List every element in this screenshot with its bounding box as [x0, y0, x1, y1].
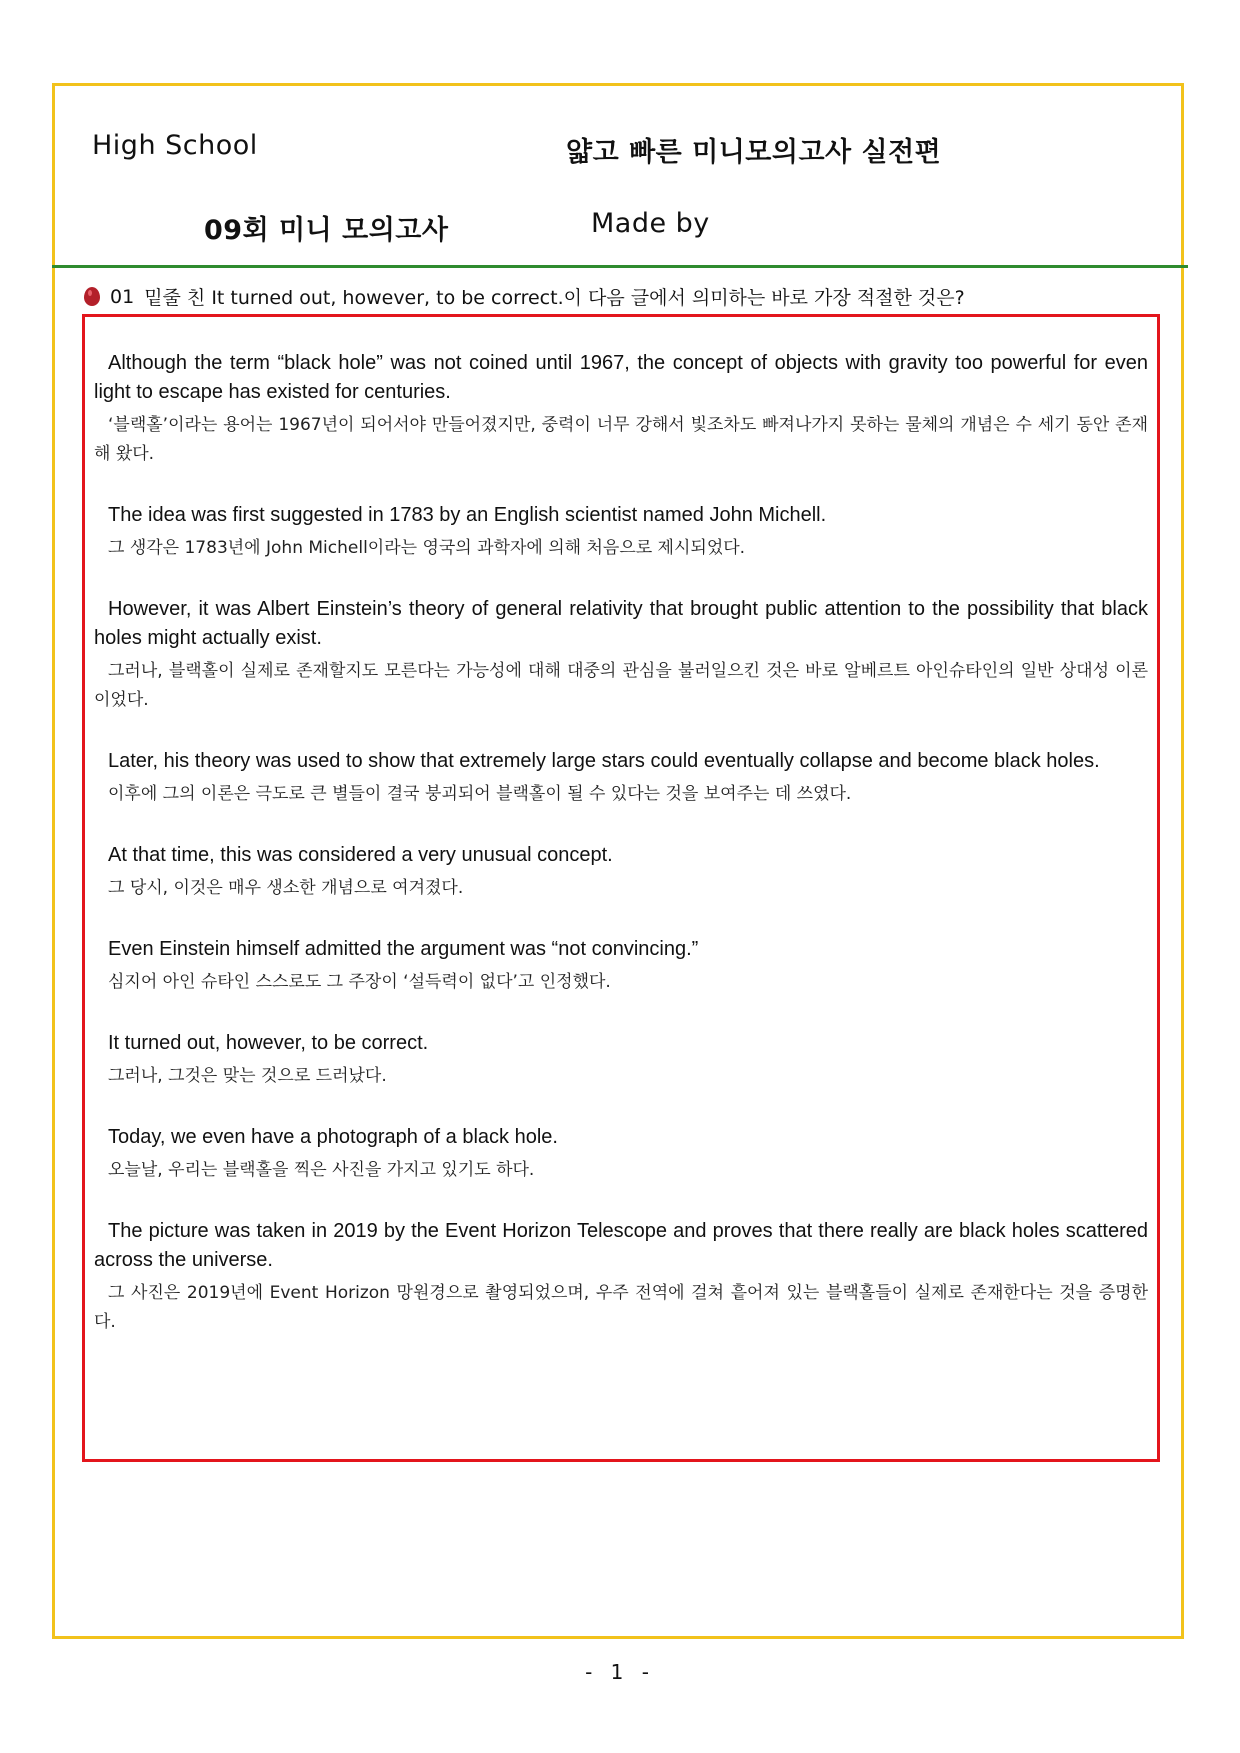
english-sentence: However, it was Albert Einstein’s theory of general relativity that brought public attention to the possibility that black holes might actually exist. [94, 598, 1148, 649]
english-sentence: Even Einstein himself admitted the argument was “not convincing.” [108, 938, 699, 960]
english-sentence: It turned out, however, to be correct. [108, 1032, 429, 1054]
sentence-block [94, 747, 1148, 809]
sentence-block [94, 501, 1148, 563]
korean-translation: 심지어 아인 슈타인 스스로도 그 주장이 ‘설득력이 없다’고 인정했다. [108, 972, 611, 992]
korean-translation: 그 생각은 1783년에 John Michell이라는 영국의 과학자에 의해 처음으로 제시되었다. [108, 538, 746, 558]
korean-translation: 이후에 그의 이론은 극도로 큰 별들이 결국 붕괴되어 블랙홀이 될 수 있다는 것을 보여주는 데 쓰였다. [108, 784, 852, 804]
question-text: 밑줄 친 It turned out, however, to be correct.이 다음 글에서 의미하는 바로 가장 적절한 것은? [144, 287, 965, 309]
series-title: 얇고 빠른 미니모의고사 실전편 [566, 137, 942, 168]
question-prompt [84, 283, 965, 310]
english-sentence: Although the term “black hole” was not coined until 1967, the concept of objects with gravity too powerful for even light to escape has existed for centuries. [94, 352, 1148, 403]
english-sentence: Later, his theory was used to show that extremely large stars could eventually collapse and become black holes. [108, 750, 1100, 772]
header-divider [52, 265, 1188, 268]
sentence-block [94, 1217, 1148, 1337]
english-sentence: At that time, this was considered a very unusual concept. [108, 844, 613, 866]
sentence-block [94, 1029, 1148, 1091]
made-by-label: Made by [591, 208, 710, 239]
red-bullet-icon [84, 287, 100, 306]
english-sentence: The idea was first suggested in 1783 by an English scientist named John Michell. [108, 504, 827, 526]
korean-translation: 그 사진은 2019년에 Event Horizon 망원경으로 촬영되었으며, 우주 전역에 걸쳐 흩어져 있는 블랙홀들이 실제로 존재한다는 것을 증명한다. [94, 1283, 1148, 1332]
korean-translation: 그러나, 블랙홀이 실제로 존재할지도 모른다는 가능성에 대해 대중의 관심을 불러일으킨 것은 바로 알베르트 아인슈타인의 일반 상대성 이론이었다. [94, 661, 1148, 710]
school-label: High School [92, 130, 258, 161]
korean-translation: 그러나, 그것은 맞는 것으로 드러났다. [108, 1066, 387, 1086]
korean-translation: ‘블랙홀’이라는 용어는 1967년이 되어서야 만들어졌지만, 중력이 너무 강해서 빛조차도 빠져나가지 못하는 물체의 개념은 수 세기 동안 존재해 왔다. [94, 415, 1148, 464]
sentence-block [94, 349, 1148, 469]
english-sentence: The picture was taken in 2019 by the Event Horizon Telescope and proves that there really are black holes scattered across the universe. [94, 1220, 1148, 1271]
english-sentence: Today, we even have a photograph of a black hole. [108, 1126, 558, 1148]
exam-number: 09회 미니 모의고사 [204, 215, 449, 246]
question-number: 01 [110, 285, 135, 308]
sentence-block [94, 935, 1148, 997]
korean-translation: 오늘날, 우리는 블랙홀을 찍은 사진을 가지고 있기도 하다. [108, 1160, 535, 1180]
passage-box [82, 314, 1160, 1462]
sentence-block [94, 841, 1148, 903]
sentence-block [94, 595, 1148, 715]
korean-translation: 그 당시, 이것은 매우 생소한 개념으로 여겨졌다. [108, 878, 464, 898]
sentence-block [94, 1123, 1148, 1185]
page-number: - 1 - [585, 1660, 655, 1684]
